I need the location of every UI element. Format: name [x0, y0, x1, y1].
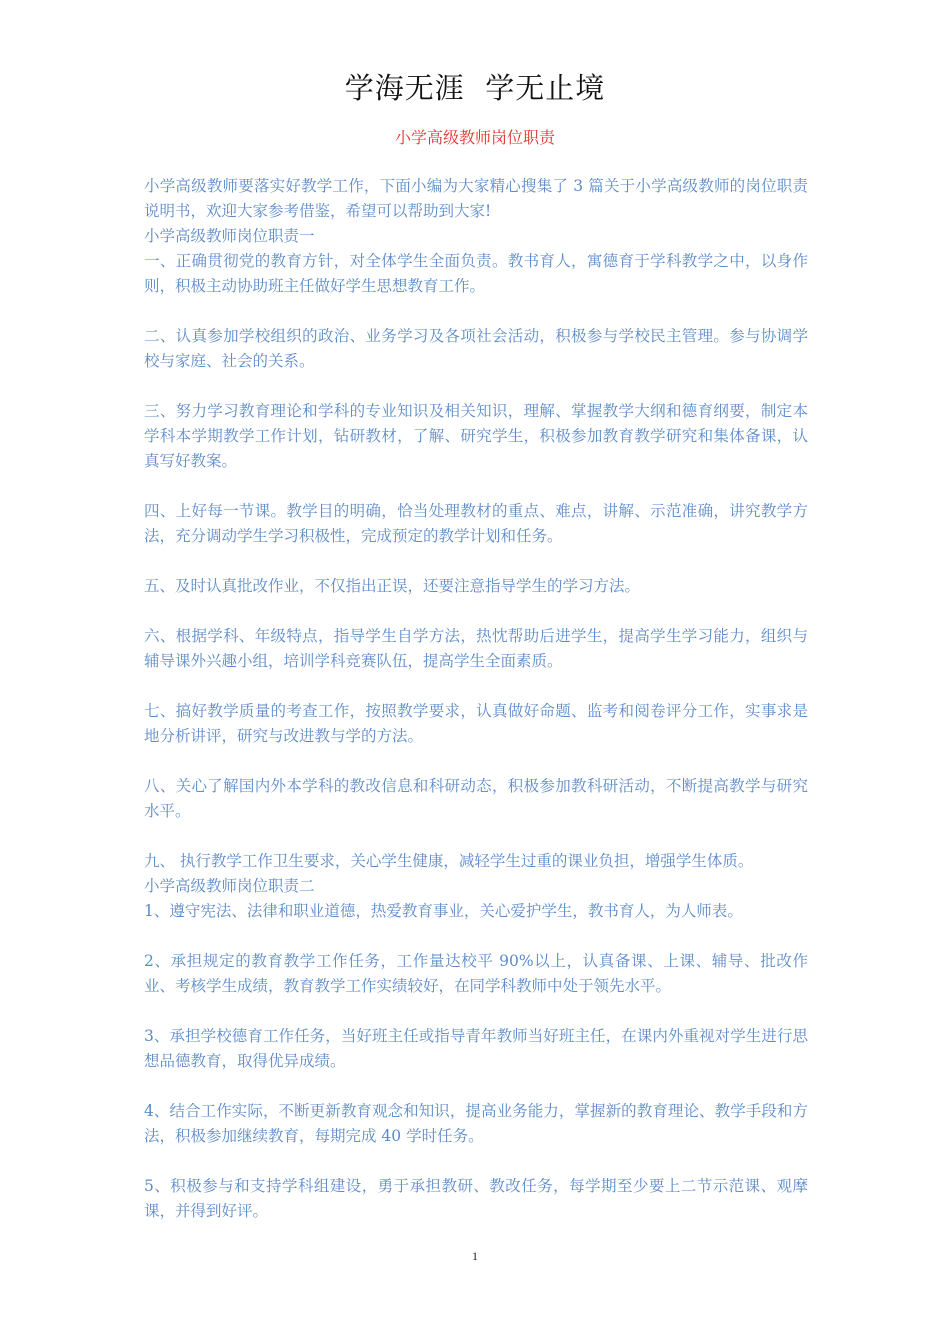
section1-heading: 小学高级教师岗位职责一 [144, 227, 315, 245]
header-title: 学海无涯 学无止境 [344, 71, 606, 105]
section2-heading: 小学高级教师岗位职责二 [144, 877, 315, 895]
paragraph-gap [144, 674, 808, 699]
page-number: 1 [472, 1249, 478, 1263]
paragraph-gap [144, 924, 808, 949]
paragraph-gap [144, 1074, 808, 1099]
section1-item: 八、关心了解国内外本学科的教改信息和科研动态，积极参加教科研活动，不断提高教学与研究水平。 [144, 777, 808, 820]
section1-item: 五、及时认真批改作业，不仅指出正误，还要注意指导学生的学习方法。 [144, 577, 641, 595]
paragraph-gap [144, 999, 808, 1024]
section2-item: 4、结合工作实际，不断更新教育观念和知识，提高业务能力，掌握新的教育理论、教学手段和方法，积极参加继续教育，每期完成 40 学时任务。 [144, 1102, 808, 1145]
section1-item: 六、根据学科、年级特点，指导学生自学方法，热忱帮助后进学生，提高学生学习能力，组织与辅导课外兴趣小组，培训学科竞赛队伍，提高学生全面素质。 [144, 627, 808, 670]
paragraph-gap [144, 824, 808, 849]
paragraph-gap [144, 549, 808, 574]
section1-item: 三、努力学习教育理论和学科的专业知识及相关知识，理解、掌握教学大纲和德育纲要，制定本学科本学期教学工作计划，钻研教材，了解、研究学生，积极参加教育教学研究和集体备课，认真写好教案。 [144, 402, 808, 470]
section2-item: 2、承担规定的教育教学工作任务，工作量达校平 90%以上，认真备课、上课、辅导、批改作业、考核学生成绩，教育教学工作实绩较好，在同学科教师中处于领先水平。 [144, 952, 808, 995]
paragraph-gap [144, 474, 808, 499]
intro-paragraph: 小学高级教师要落实好教学工作，下面小编为大家精心搜集了 3 篇关于小学高级教师的岗位职责说明书，欢迎大家参考借鉴，希望可以帮助到大家! [144, 177, 808, 220]
paragraph-gap [144, 299, 808, 324]
paragraph-gap [144, 374, 808, 399]
section2-item: 3、承担学校德育工作任务，当好班主任或指导青年教师当好班主任，在课内外重视对学生进行思想品德教育，取得优异成绩。 [144, 1027, 808, 1070]
section2-item: 1、遵守宪法、法律和职业道德，热爱教育事业，关心爱护学生，教书育人，为人师表。 [144, 902, 743, 920]
section1-item: 一、正确贯彻党的教育方针，对全体学生全面负责。教书育人，寓德育于学科教学之中，以身作则，积极主动协助班主任做好学生思想教育工作。 [144, 252, 808, 295]
section1-item: 九、 执行教学工作卫生要求，关心学生健康，减轻学生过重的课业负担，增强学生体质。 [144, 852, 754, 870]
document-title: 小学高级教师岗位职责 [394, 128, 555, 147]
paragraph-gap [144, 1149, 808, 1174]
paragraph-gap [144, 599, 808, 624]
section1-item: 二、认真参加学校组织的政治、业务学习及各项社会活动，积极参与学校民主管理。参与协调学校与家庭、社会的关系。 [144, 327, 808, 370]
section1-item: 七、搞好教学质量的考查工作，按照教学要求，认真做好命题、监考和阅卷评分工作，实事求是地分析讲评，研究与改进教与学的方法。 [144, 702, 808, 745]
document-body [144, 174, 808, 1224]
section2-item: 5、积极参与和支持学科组建设，勇于承担教研、教改任务，每学期至少要上二节示范课、观摩课，并得到好评。 [144, 1177, 808, 1220]
paragraph-gap [144, 749, 808, 774]
section1-item: 四、上好每一节课。教学目的明确，恰当处理教材的重点、难点，讲解、示范准确，讲究教学方法，充分调动学生学习积极性，完成预定的教学计划和任务。 [144, 502, 808, 545]
